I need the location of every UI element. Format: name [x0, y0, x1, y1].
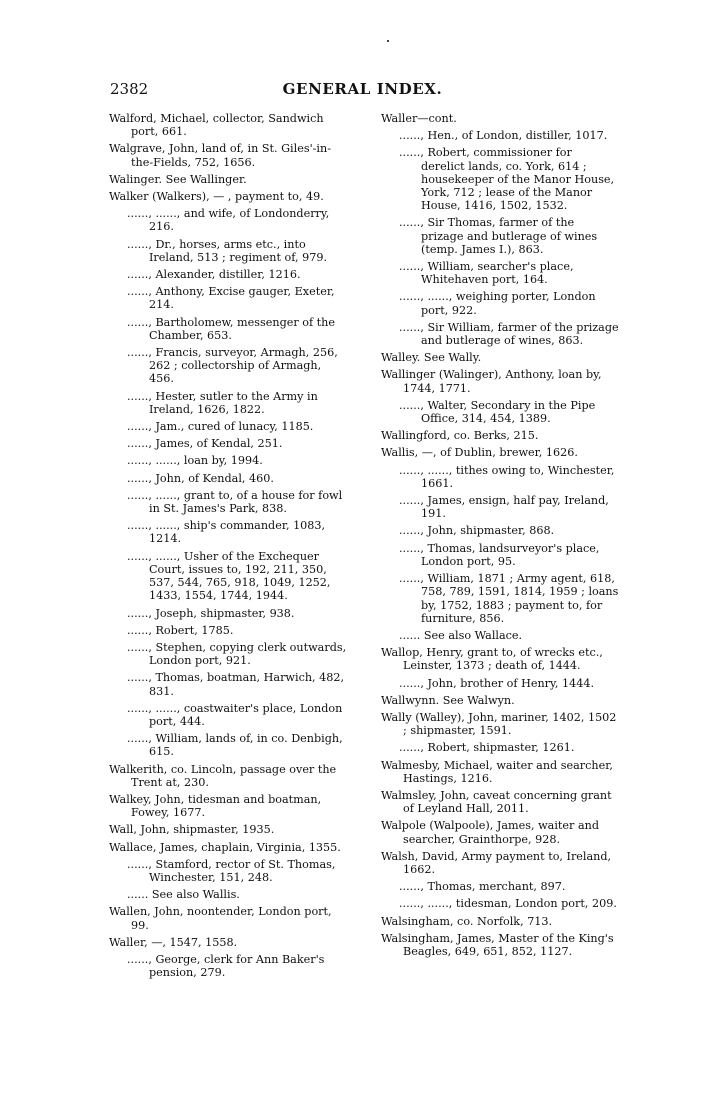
index-entry: ......, ......, tidesman, London port, 209. [399, 897, 617, 911]
index-entry: Waller, —, 1547, 1558. [109, 935, 238, 949]
index-entry: ......, Hester, sutler to the Army in Ireland, 1626, 1822. [127, 389, 318, 416]
index-entry: ......, ......, loan by, 1994. [127, 454, 263, 468]
index-entry: ......, Jam., cured of lunacy, 1185. [127, 420, 314, 434]
index-entry: Walmsley, John, caveat concerning grant of Leyland Hall, 2011. [381, 788, 612, 816]
index-entry: Walmesby, Michael, waiter and searcher, Hastings, 1216. [381, 758, 613, 785]
index-entry: ......, Joseph, shipmaster, 938. [127, 606, 295, 620]
index-entry: ......, Francis, surveyor, Armagh, 256, 262 ; collectorship of Armagh, 456. [127, 346, 338, 386]
index-entry: ......, Robert, shipmaster, 1261. [399, 741, 575, 755]
index-entry: Wallen, John, noontender, London port, 99. [109, 905, 332, 932]
index-entry: ...... See also Wallis. [127, 888, 240, 902]
index-entry: Wall, John, shipmaster, 1935. [109, 823, 275, 837]
index-entry: Walker (Walkers), — , payment to, 49. [109, 190, 324, 204]
index-entry: ......, Thomas, merchant, 897. [399, 880, 566, 894]
index-entry: ......, Stamford, rector of St. Thomas, Winchester, 151, 248. [127, 857, 336, 884]
page-title: GENERAL INDEX. [282, 80, 443, 98]
index-entry: Walgrave, John, land of, in St. Giles'-in-the-Fields, 752, 1656. [109, 142, 331, 169]
index-entry: ......, Stephen, copying clerk outwards, London port, 921. [127, 640, 347, 668]
index-entry: ......, ......, weighing porter, London port, 922. [399, 290, 596, 317]
index-entry: ......, John, shipmaster, 868. [399, 524, 555, 538]
index-entry: Walinger. See Wallinger. [109, 172, 247, 186]
index-entry: Wallop, Henry, grant to, of wrecks etc., Leinster, 1373 ; death of, 1444. [381, 646, 603, 673]
index-entry: Wallinger (Walinger), Anthony, loan by, 1744, 1771. [381, 368, 602, 395]
page-number: 2382 [110, 80, 149, 98]
index-entry: ......, Sir Thomas, farmer of the prizage and butlerage of wines (temp. James I.), 863. [399, 216, 598, 256]
page-header [110, 80, 615, 102]
index-entry: ......, John, brother of Henry, 1444. [399, 676, 594, 690]
left-column [109, 112, 347, 983]
index-entry: ......, ......, Usher of the Exchequer Court, issues to, 192, 211, 350, 537, 544, 765, 918, 1049, 1252, 1433, 1554, 1744, 1944. [127, 549, 331, 603]
index-entry: ......, James, ensign, half pay, Ireland, 191. [399, 494, 609, 521]
index-entry: ......, William, lands of, in co. Denbigh, 615. [127, 732, 343, 759]
index-entry: ......, ......, coastwaiter's place, London port, 444. [127, 701, 343, 728]
index-entry: ...... See also Wallace. [399, 628, 523, 642]
right-column [381, 112, 619, 962]
index-entry: Walpole (Walpoole), James, waiter and searcher, Grainthorpe, 928. [381, 819, 599, 846]
index-entry: ......, Walter, Secondary in the Pipe Office, 314, 454, 1389. [399, 398, 596, 426]
index-entry: Walsingham, James, Master of the King's Beagles, 649, 651, 852, 1127. [381, 931, 614, 958]
index-entry: ......, ......, ship's commander, 1083, 1214. [127, 519, 326, 546]
index-entry: ......, Dr., horses, arms etc., into Ireland, 513 ; regiment of, 979. [127, 237, 328, 264]
index-entry: ......, Hen., of London, distiller, 1017. [399, 129, 608, 143]
index-entry: ......, Robert, commissioner for derelict lands, co. York, 614 ; housekeeper of the Manor House, York, 712 ; lease of the Manor House, 1416, 1502, 1532. [399, 146, 615, 213]
index-entry: ......, Sir William, farmer of the prizage and butlerage of wines, 863. [399, 320, 619, 348]
index-entry: ......, William, 1871 ; Army agent, 618, 758, 789, 1591, 1814, 1959 ; loans by, 1752, 1883 ; payment to, for furniture, 856. [399, 572, 619, 625]
index-entry: Wally (Walley), John, mariner, 1402, 1502 ; shipmaster, 1591. [381, 710, 617, 738]
index-entry: ......, ......, grant to, of a house for fowl in St. James's Park, 838. [127, 488, 343, 516]
index-entry: ......, John, of Kendal, 460. [127, 471, 274, 485]
index-entry: ......, Alexander, distiller, 1216. [127, 268, 301, 282]
index-entry: Wallace, James, chaplain, Virginia, 1355. [109, 840, 341, 854]
index-entry: Walford, Michael, collector, Sandwich port, 661. [109, 112, 324, 139]
index-entry: ......, Thomas, landsurveyor's place, London port, 95. [399, 541, 600, 568]
index-entry: Walsh, David, Army payment to, Ireland, 1662. [381, 849, 612, 876]
index-entry: Walkey, John, tidesman and boatman, Fowey, 1677. [109, 792, 322, 820]
index-entry: ......, William, searcher's place, Whitehaven port, 164. [399, 260, 574, 287]
index-entry: Wallingford, co. Berks, 215. [381, 429, 539, 443]
index-entry: Walkerith, co. Lincoln, passage over the Trent at, 230. [109, 762, 337, 789]
index-entry: ......, Thomas, boatman, Harwich, 482, 831. [127, 671, 345, 698]
index-entry: ......, Anthony, Excise gauger, Exeter, 214. [127, 285, 335, 312]
index-entry: ......, Bartholomew, messenger of the Chamber, 653. [127, 315, 336, 342]
index-entry: Walsingham, co. Norfolk, 713. [381, 914, 553, 928]
index-entry: Wallis, —, of Dublin, brewer, 1626. [381, 446, 578, 460]
index-entry: ......, Robert, 1785. [127, 623, 234, 637]
index-entry: Waller—cont. [381, 112, 457, 125]
index-entry: ......, James, of Kendal, 251. [127, 437, 283, 451]
index-entry: ......, ......, tithes owing to, Winchester, 1661. [399, 463, 615, 490]
page-mark [387, 40, 389, 42]
index-entry: Wallwynn. See Walwyn. [381, 693, 515, 707]
index-entry: Walley. See Wally. [381, 351, 482, 365]
index-entry: ......, George, clerk for Ann Baker's pension, 279. [127, 952, 325, 980]
index-entry: ......, ......, and wife, of Londonderry, 216. [127, 207, 330, 234]
